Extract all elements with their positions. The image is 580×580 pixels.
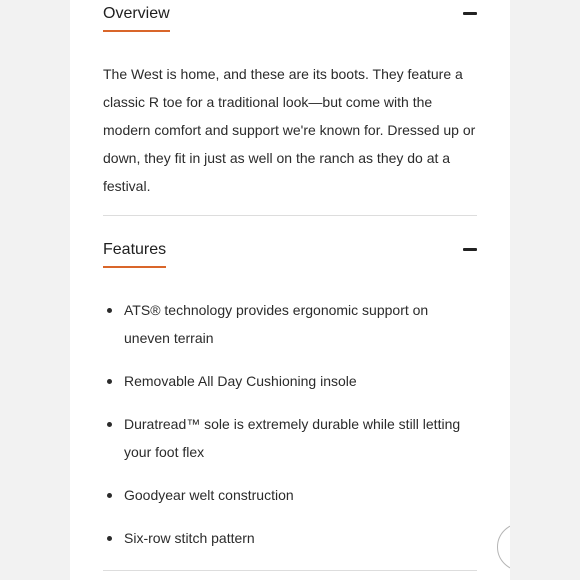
list-item [103,296,463,352]
bullet-icon [107,493,112,498]
feature-text: Six-row stitch pattern [124,530,255,546]
bullet-icon [107,379,112,384]
overview-title: Overview [103,2,170,32]
list-item [103,524,463,552]
bullet-icon [107,308,112,313]
list-item [103,481,463,509]
product-details-card [70,0,510,580]
feature-text: Removable All Day Cushioning insole [124,373,357,389]
minus-icon[interactable] [463,248,477,251]
features-title: Features [103,238,166,268]
bullet-icon [107,422,112,427]
section-divider [103,215,477,216]
scroll-to-top-button[interactable] [497,523,510,571]
list-item [103,367,463,395]
features-list [103,296,463,567]
overview-section-header[interactable] [103,2,477,32]
feature-text: ATS® technology provides ergonomic support on uneven terrain [124,302,429,346]
overview-body: The West is home, and these are its boots. They feature a classic R toe for a traditional look—but come with the modern comfort and support we're known for. Dressed up or down, they fit in just as well on the ranch as they do at a festival. [103,66,476,194]
feature-text: Goodyear welt construction [124,487,294,503]
list-item [103,410,463,466]
bullet-icon [107,536,112,541]
feature-text: Duratread™ sole is extremely durable while still letting your foot flex [124,416,461,460]
section-divider [103,570,477,571]
minus-icon[interactable] [463,12,477,15]
features-section-header[interactable] [103,238,477,268]
